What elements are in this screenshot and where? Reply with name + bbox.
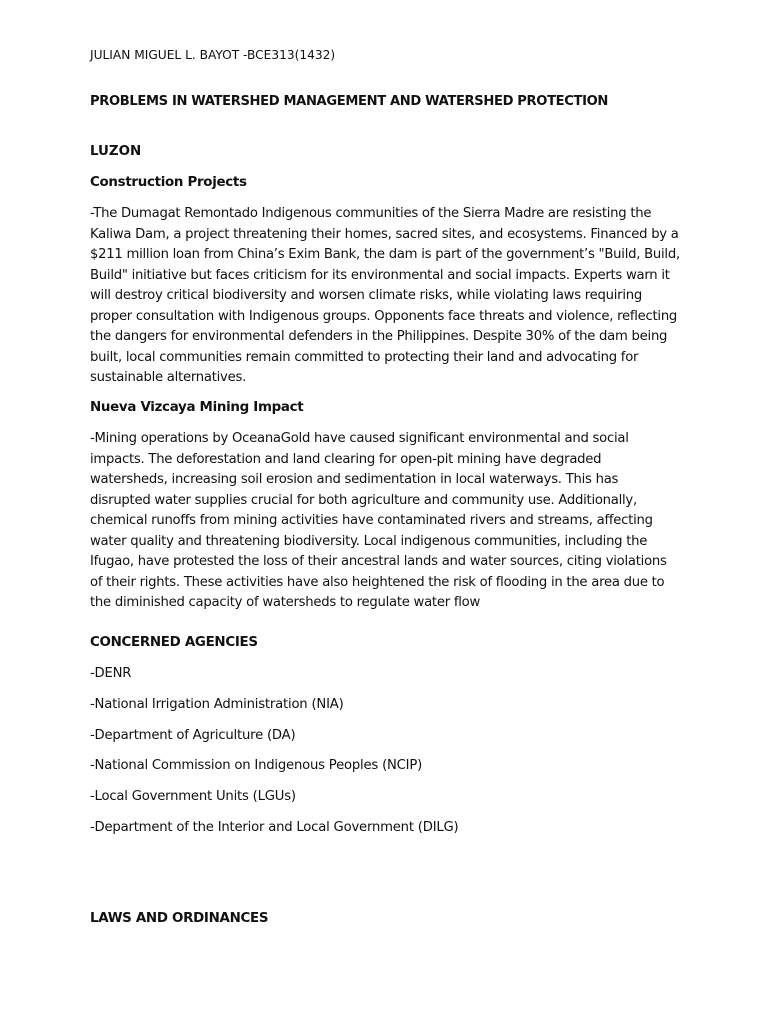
agency-item-nia: -National Irrigation Administration (NIA): [90, 696, 344, 712]
document-title: PROBLEMS IN WATERSHED MANAGEMENT AND WATERSHED PROTECTION: [90, 94, 608, 109]
author-line: JULIAN MIGUEL L. BAYOT -BCE313(1432): [90, 48, 336, 62]
laws-ordinances-heading: LAWS AND ORDINANCES: [90, 911, 269, 926]
region-heading: LUZON: [90, 144, 142, 159]
concerned-agencies-heading: CONCERNED AGENCIES: [90, 635, 258, 650]
construction-projects-heading: Construction Projects: [90, 175, 247, 190]
agency-list: [90, 665, 459, 850]
document-page: [90, 0, 680, 1024]
agency-item-dilg: -Department of the Interior and Local Government (DILG): [90, 819, 459, 835]
agency-item-da: -Department of Agriculture (DA): [90, 727, 296, 743]
agency-item-lgus: -Local Government Units (LGUs): [90, 789, 296, 805]
agency-item-ncip: -National Commission on Indigenous Peoples (NCIP): [90, 758, 423, 774]
construction-projects-paragraph: -The Dumagat Remontado Indigenous communities of the Sierra Madre are resisting the Kaliwa Dam, a project threatening their homes, sacred sites, and ecosystems. Financed by a $211 million loan from China’s Exim Bank, the dam is part of the government’s "Build, Build, Build" initiative but faces criticism for its environmental and social impacts. Experts warn it will destroy critical biodiversity and worsen climate risks, while violating laws requiring proper consultation with Indigenous groups. Opponents face threats and violence, reflecting the dangers for environmental defenders in the Philippines. Despite 30% of the dam being built, local communities remain committed to protecting their land and advocating for sustainable alternatives.: [90, 206, 680, 385]
mining-impact-heading: Nueva Vizcaya Mining Impact: [90, 400, 304, 415]
mining-impact-paragraph: -Mining operations by OceanaGold have caused significant environmental and social impacts. The deforestation and land clearing for open-pit mining have degraded watersheds, increasing soil erosion and sedimentation in local waterways. This has disrupted water supplies crucial for both agriculture and community use. Additionally, chemical runoffs from mining activities have contaminated rivers and streams, affecting water quality and threatening biodiversity. Local indigenous communities, including the Ifugao, have protested the loss of their ancestral lands and water sources, citing violations of their rights. These activities have also heightened the risk of flooding in the area due to the diminished capacity of watersheds to regulate water flow: [90, 431, 667, 610]
agency-item-denr: -DENR: [90, 666, 132, 681]
